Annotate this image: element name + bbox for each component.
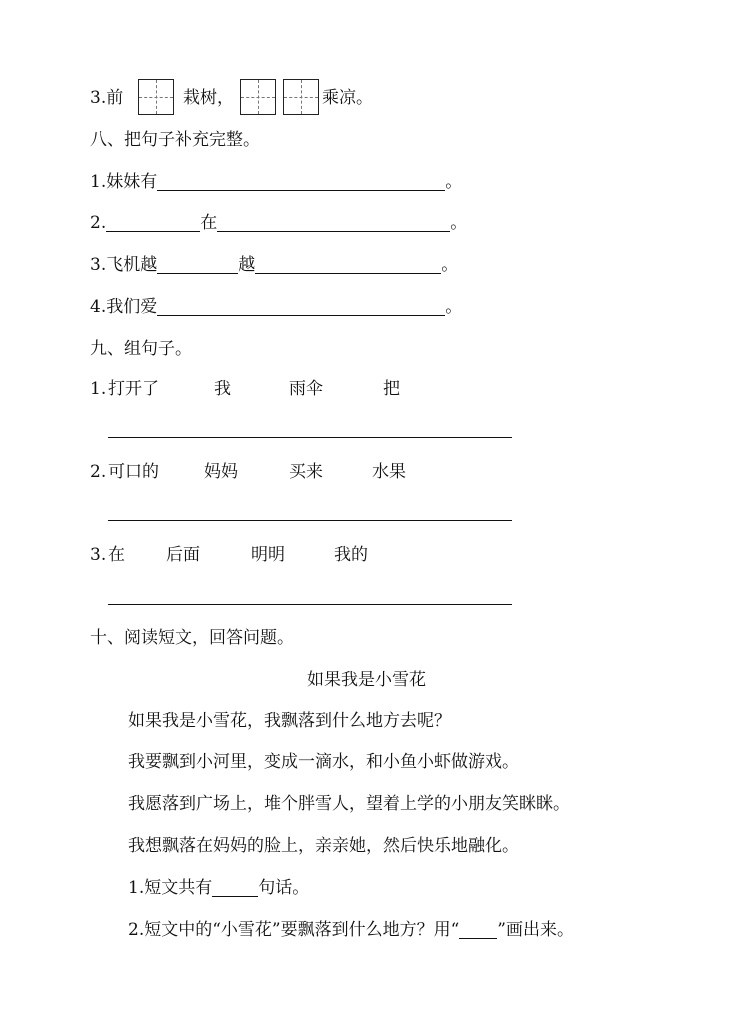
- char-box-3[interactable]: [283, 79, 319, 115]
- sentence-end: 。: [441, 255, 459, 275]
- answer-blank[interactable]: [255, 255, 441, 274]
- answer-blank[interactable]: [157, 297, 445, 316]
- passage-paragraph: 我愿落到广场上，堆个胖雪人，望着上学的小朋友笑眯眯。: [128, 794, 570, 814]
- word-chip: 我: [214, 379, 231, 399]
- item-number: 2.: [90, 462, 107, 482]
- sentence-prefix: 3.飞机越: [90, 255, 158, 275]
- sentence-prefix: 4.我们爱: [90, 297, 158, 317]
- word-chip: 打开了: [108, 379, 159, 399]
- word-chip: 在: [108, 545, 125, 565]
- fill-sentence-4: [90, 295, 462, 319]
- section8-heading: 八、把句子补充完整。: [90, 130, 260, 150]
- answer-blank[interactable]: [157, 255, 238, 274]
- passage-paragraph: 如果我是小雪花，我飘落到什么地方去呢？: [128, 711, 451, 731]
- answer-blank[interactable]: [217, 213, 450, 232]
- char-box-1[interactable]: [138, 79, 174, 115]
- idiom-prefix: 3.前: [90, 88, 124, 108]
- question-end: ”画出来。: [497, 920, 574, 940]
- char-box-2[interactable]: [240, 79, 276, 115]
- question-end: 句话。: [258, 878, 310, 898]
- idiom-suffix-wrap: [322, 86, 373, 110]
- sentence-prefix: 2.: [90, 213, 107, 233]
- reading-question-1: [128, 876, 309, 900]
- fill-sentence-2: [90, 211, 467, 235]
- answer-blank[interactable]: [106, 213, 200, 232]
- idiom-fill-line: [90, 86, 123, 110]
- word-chip: 可口的: [108, 462, 159, 482]
- question-text: 1.短文共有: [128, 878, 213, 898]
- underline-sample: [459, 920, 497, 939]
- question-text: 2.短文中的“小雪花”要飘落到什么地方？用“: [128, 920, 460, 940]
- reading-question-2: [128, 918, 574, 942]
- word-chip: 妈妈: [204, 462, 238, 482]
- section9-heading: 九、组句子。: [90, 339, 192, 359]
- passage-paragraph: 我想飘落在妈妈的脸上，亲亲她，然后快乐地融化。: [128, 836, 519, 856]
- sentence-end: 。: [445, 172, 463, 192]
- answer-line[interactable]: [108, 520, 512, 521]
- sentence-end: 。: [445, 297, 463, 317]
- word-chip: 把: [383, 379, 400, 399]
- idiom-middle-wrap: [183, 86, 234, 110]
- answer-blank[interactable]: [212, 878, 258, 897]
- sentence-end: 。: [450, 213, 468, 233]
- fill-sentence-1: [90, 170, 462, 194]
- sentence-prefix: 1.妹妹有: [90, 172, 158, 192]
- word-chip: 我的: [334, 545, 368, 565]
- item-number: 3.: [90, 545, 107, 565]
- sentence-middle: 越: [238, 255, 256, 275]
- word-chip: 后面: [166, 545, 200, 565]
- answer-line[interactable]: [108, 437, 512, 438]
- answer-line[interactable]: [108, 604, 512, 605]
- sentence-middle: 在: [200, 213, 218, 233]
- answer-blank[interactable]: [157, 172, 445, 191]
- word-chip: 买来: [289, 462, 323, 482]
- fill-sentence-3: [90, 253, 458, 277]
- section10-heading: 十、阅读短文，回答问题。: [90, 628, 294, 648]
- word-chip: 雨伞: [289, 379, 323, 399]
- item-number: 1.: [90, 379, 107, 399]
- word-chip: 明明: [251, 545, 285, 565]
- passage-paragraph: 我要飘到小河里，变成一滴水，和小鱼小虾做游戏。: [128, 752, 519, 772]
- idiom-middle: 栽树，: [183, 88, 234, 108]
- word-chip: 水果: [372, 462, 406, 482]
- idiom-suffix: 乘凉。: [322, 88, 373, 108]
- passage-title: 如果我是小雪花: [307, 670, 426, 690]
